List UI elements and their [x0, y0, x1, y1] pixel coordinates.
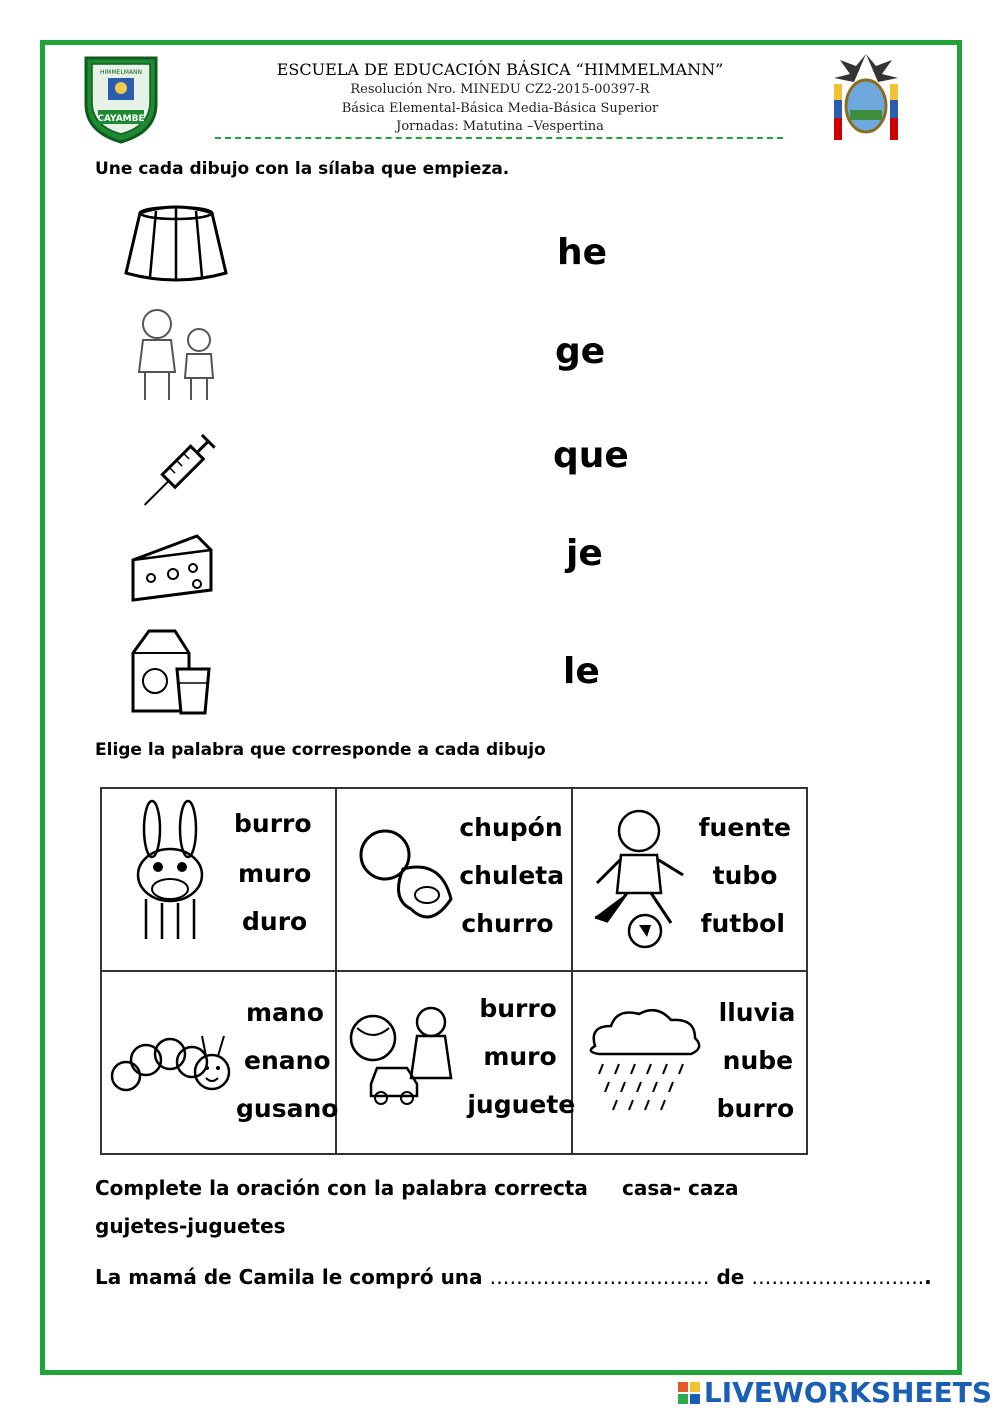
sentence-end: . [924, 1265, 932, 1289]
option-lluvia[interactable]: lluvia [718, 998, 796, 1027]
toys-icon [347, 998, 467, 1108]
option-fuente[interactable]: fuente [698, 813, 791, 842]
option-muro[interactable]: muro [238, 859, 312, 888]
shifts-text: Jornadas: Matutina –Vespertina [396, 119, 604, 134]
syllable-que[interactable]: que [553, 435, 629, 476]
logo-text: CAYAMBE [97, 114, 145, 124]
grid-cell-caterpillar [101, 971, 339, 1154]
option-burro-2[interactable]: burro [479, 994, 557, 1023]
option-juguete[interactable]: juguete [467, 1090, 576, 1119]
brand-icon [678, 1382, 700, 1404]
school-logo [82, 52, 160, 144]
section2-instruction: Elige la palabra que corresponde a cada dibujo [95, 740, 546, 760]
option-burro-3[interactable]: burro [716, 1094, 795, 1123]
sentence-part2: de [716, 1265, 745, 1289]
choices-casa-caza: casa- caza [622, 1176, 739, 1200]
queso-icon[interactable] [127, 530, 217, 605]
hermanos-icon[interactable] [125, 302, 225, 408]
section3-instruction: Complete la oración con la palabra correcta [95, 1176, 588, 1200]
coat-of-arms-icon [826, 50, 906, 146]
brand-text: LIVEWORKSHEETS [703, 1376, 992, 1409]
pacifier-icon [351, 809, 461, 939]
option-nube[interactable]: nube [722, 1046, 794, 1075]
donkey-icon [126, 799, 216, 949]
option-mano[interactable]: mano [246, 998, 324, 1027]
soccer-boy-icon [587, 803, 697, 953]
grid-cell-toys [336, 971, 576, 1154]
section1-instruction: Une cada dibujo con la sílaba que empieza. [95, 159, 510, 179]
option-gusano[interactable]: gusano [236, 1094, 339, 1123]
caterpillar-icon [108, 1012, 232, 1102]
levels-text: Básica Elemental-Básica Media-Básica Superior [341, 101, 659, 116]
option-chupon[interactable]: chupón [459, 813, 563, 842]
jeringa-icon[interactable] [135, 425, 225, 517]
resolution-text: Resolución Nro. MINEDU CZ2-2015-00397-R [350, 82, 650, 97]
leche-icon[interactable] [125, 625, 215, 717]
option-chuleta[interactable]: chuleta [459, 861, 565, 890]
sentence-part1: La mamá de Camila le compró una [95, 1265, 483, 1289]
grid-cell-pacifier [336, 788, 571, 971]
blank-1[interactable]: …………………………… [489, 1265, 710, 1289]
syllable-ge[interactable]: ge [555, 331, 606, 372]
liveworksheets-brand[interactable] [678, 1376, 992, 1409]
option-burro[interactable]: burro [234, 809, 312, 838]
blank-2[interactable]: …………………….. [751, 1265, 925, 1289]
school-name: ESCUELA DE EDUCACIÓN BÁSICA “HIMMELMANN” [276, 60, 724, 79]
sentence-line [95, 1265, 932, 1289]
grid-cell-soccer [572, 788, 807, 971]
option-muro-2[interactable]: muro [483, 1042, 557, 1071]
word-choice-grid [100, 787, 808, 1155]
syllable-le[interactable]: le [563, 651, 600, 692]
option-futbol[interactable]: futbol [700, 909, 785, 938]
logo-banner: HIMMELMANN [99, 69, 143, 76]
rain-cloud-icon [583, 1006, 707, 1126]
option-duro[interactable]: duro [242, 907, 308, 936]
option-tubo[interactable]: tubo [712, 861, 778, 890]
syllable-je[interactable]: je [566, 533, 603, 574]
option-enano[interactable]: enano [244, 1046, 331, 1075]
grid-cell-rain [572, 971, 807, 1154]
choices-juguetes: gujetes-juguetes [95, 1214, 286, 1238]
grid-cell-donkey [101, 788, 336, 971]
gelatina-icon[interactable] [120, 203, 232, 285]
option-churro[interactable]: churro [461, 909, 554, 938]
syllable-he[interactable]: he [557, 232, 608, 273]
header-divider [215, 137, 783, 139]
